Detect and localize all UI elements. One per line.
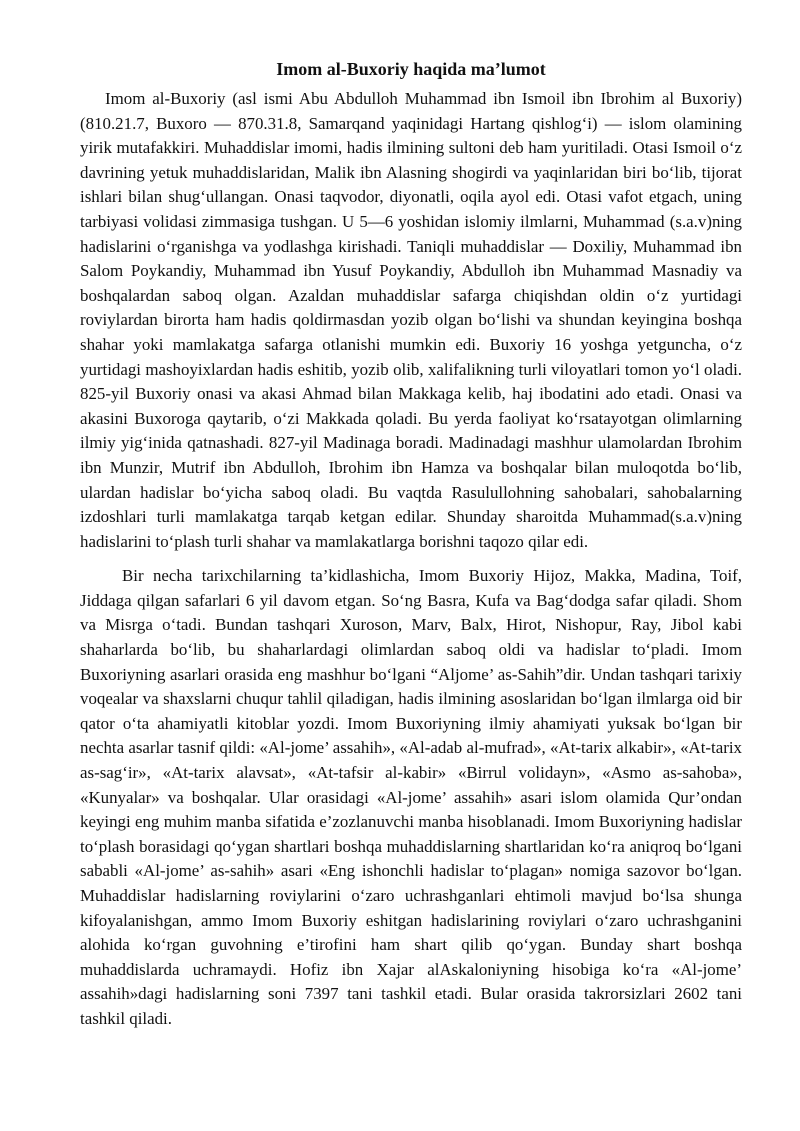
paragraph-biography: Imom al-Buxoriy (asl ismi Abu Abdulloh Muhammad ibn Ismoil ibn Ibrohim al Buxoriy) (810.21.7, Buxoro — 870.31.8, Samarqand yaqinidagi Hartang qishlog‘i) — islom olamining yirik mutafakkiri. Muhaddislar imomi, hadis ilmining sultoni deb ham yuritiladi. Otasi Ismoil o‘z davrining yetuk muhaddislaridan, Malik ibn Alasning shogirdi va yaqinlaridan biri bo‘lib, tijorat ishlari bilan shug‘ullangan. Onasi taqvodor, diyonatli, oqila ayol edi. Otasi vafot etgach, uning tarbiyasi volidasi zimmasiga tushgan. U 5—6 yoshidan islomiy ilmlarni, Muhammad (s.a.v)ning hadislarini o‘rganishga va yodlashga kirishadi. Taniqli muhaddislar — Doxiliy, Muhammad ibn Salom Poykandiy, Muhammad ibn Yusuf Poykandiy, Abdulloh ibn Muhammad Masnadiy va boshqalardan saboq olgan. Azaldan muhaddislar safarga chiqishdan oldin o‘z yurtidagi roviylardan birorta ham hadis qoldirmasdan yozib olgan bo‘lishi va shundan keyingina boshqa shahar yoki mamlakatga safarga otlanishi mumkin edi. Buxoriy 16 yoshga yetguncha, o‘z yurtidagi mashoyixlardan hadis eshitib, yozib olib, xalifalikning turli viloyatlari tomon yo‘l oladi. 825-yil Buxoriy onasi va akasi Ahmad bilan Makkaga kelib, haj ibodatini ado etadi. Onasi va akasini Buxoroga qaytarib, o‘zi Makkada qoladi. Bu yerda faoliyat ko‘rsatayotgan olimlarning ilmiy yig‘inida qatnashadi. 827-yil Madinaga boradi. Madinadagi mashhur ulamolardan Ibrohim ibn Munzir, Mutrif ibn Abdulloh, Ibrohim ibn Hamza va boshqalar bilan muloqotda bo‘lib, ulardan hadislar bo‘yicha saboq oladi. Bu vaqtda Rasulullohning sahobalari, sahobalarning izdoshlari turli mamlakatga tarqab ketgan edilar. Shunday sharoitda Muhammad(s.a.v)ning hadislarini to‘plash turli shahar va mamlakatlarga borishni taqozo qilar edi. <box>80 89 742 551</box>
paragraph-travels-and-works: Bir necha tarixchilarning ta’kidlashicha, Imom Buxoriy Hijoz, Makka, Madina, Toif, Jiddaga qilgan safarlari 6 yil davom etgan. So‘ng Basra, Kufa va Bag‘dodga safar qiladi. Shom va Misrga o‘tadi. Bundan tashqari Xuroson, Marv, Balx, Hirot, Nishopur, Ray, Jibol kabi shaharlarda bo‘lib, bu shaharlardagi olimlardan saboq oldi va hadislar to‘pladi. Imom Buxoriyning asarlari orasida eng mashhur bo‘lgani “Aljome’ as-Sahih”dir. Undan tashqari tarixiy voqealar va shaxslarni chuqur tahlil qiladigan, hadis ilmining asoslaridan bo‘lgan ilmlarga oid bir qator o‘ta ahamiyatli kitoblar yozdi. Imom Buxoriyning ilmiy ahamiyati yuksak bo‘lgan bir nechta asarlar tasnif qildi: «Al-jome’ assahih», «Al-adab al-mufrad», «At-tarix alkabir», «At-tarix as-sag‘ir», «At-tarix alavsat», «At-tafsir al-kabir» «Birrul volidayn», «Asmo as-sahoba», «Kunyalar» va boshqalar. Ular orasidagi «Al-jome’ assahih» asari islom olamida Qur’ondan keyingi eng muhim manba sifatida e’zozlanuvchi manba hisoblanadi. Imom Buxoriyning hadislar to‘plash borasidagi qo‘ygan shartlari boshqa muhaddislarning shartlaridan ko‘ra aniqroq bo‘lgani sababli «Al-jome’ as-sahih» asari «Eng ishonchli hadislar to‘plagan» nomiga sazovor bo‘lgan. Muhaddislar hadislarning roviylarini o‘zaro uchrashganlari ehtimoli mavjud bo‘lsa shunga kifoyalanishgan, ammo Imom Buxoriy eshitgan hadislarining roviylari o‘zaro uchrashganini alohida ko‘rgan guvohning e’tirofini ham shart qilib qo‘ygan. Bunday shart boshqa muhaddislarda uchramaydi. Hofiz ibn Xajar alAskaloniyning hisobiga ko‘ra «Al-jome’ assahih»dagi hadislarning soni 7397 tani tashkil etadi. Bular orasida takrorsizlari 2602 tani tashkil qiladi. <box>80 566 742 1028</box>
document-title: Imom al-Buxoriy haqida ma’lumot <box>276 59 546 79</box>
